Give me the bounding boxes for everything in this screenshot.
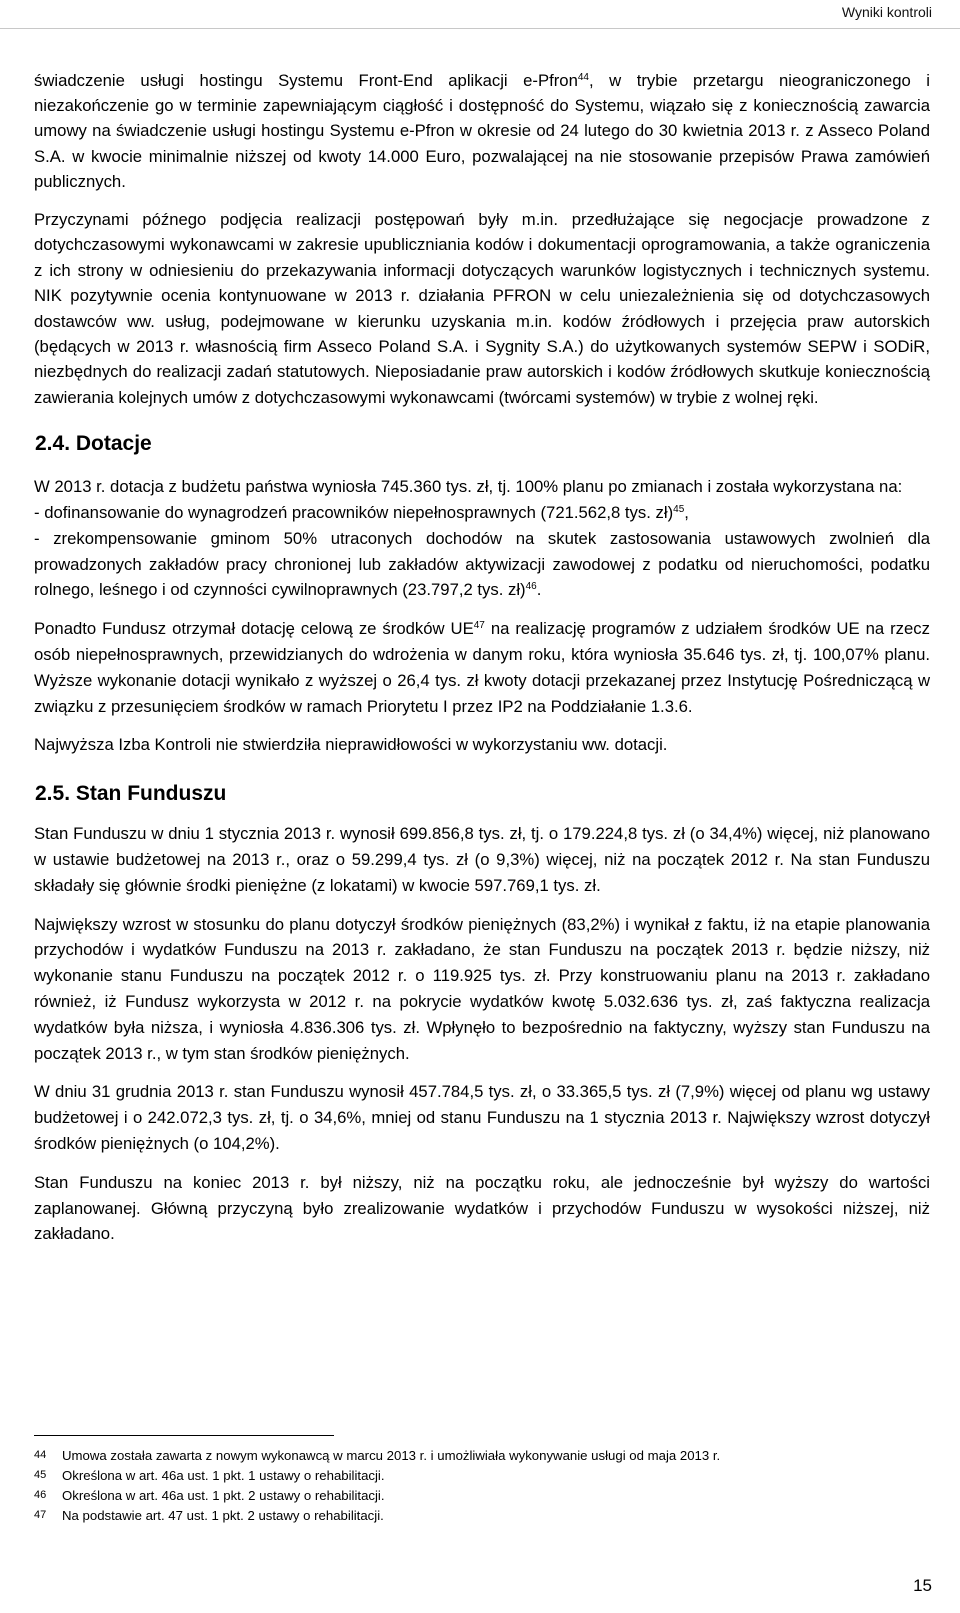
- footnote-ref-45[interactable]: 45: [673, 504, 685, 516]
- footnote-44: 44 Umowa została zawarta z nowym wykonawcą w marcu 2013 r. i umożliwiała wykonywanie usługi od maja 2013 r.: [34, 1448, 721, 1463]
- section-heading-stan-funduszu: 2.5. Stan Funduszu: [35, 782, 227, 806]
- paragraph-hosting: świadczenie usługi hostingu Systemu Front-End aplikacji e-Pfron$^{44}$, w trybie przetargu nieograniczonego i niezakończenie go w terminie zapewniającym ciągłość i dostępność do Systemu, wiązało się z koniecznością zawarcia umowy na świadczenie usługi hostingu Systemu e-Pfron w okresie od 24 lutego do 30 kwietnia 2013 r. z Asseco Poland S.A. w kwocie minimalnie niższej od kwoty 14.000 Euro, pozwalającej na nie stosowanie przepisów Prawa zamówień publicznych.: [34, 71, 930, 191]
- paragraph-najwiekszy-wzrost: Największy wzrost w stosunku do planu dotyczył środków pieniężnych (83,2%) i wynikał z faktu, iż na etapie planowania przychodów i wydatków Funduszu na 2013 r. zakładano, że stan Funduszu na początek 2013 r. będzie niższy, niż wykonanie stanu Funduszu na początek 2012 r. o 119.925 tys. zł. Przy konstruowaniu planu na 2013 r. zakładano również, iż Fundusz wykorzysta w 2012 r. na pokrycie wydatków kwotę 5.032.636 tys. zł, zaś faktyczna realizacja wydatków była niższa, i wyniosła 4.836.306 tys. zł. Wpłynęło to bezpośrednio na faktyczny, wyższy stan Funduszu na początek 2013 r., w tym stan środków pieniężnych.: [34, 914, 930, 1063]
- page-number: 15: [913, 1576, 932, 1595]
- running-header-title: Wyniki kontroli: [841, 4, 932, 20]
- footnote-46: 46 Określona w art. 46a ust. 1 pkt. 2 ustawy o rehabilitacji.: [34, 1488, 385, 1503]
- paragraph-przyczyna: Stan Funduszu na koniec 2013 r. był niższy, niż na początku roku, ale jednocześnie był wyższy do wartości zaplanowanej. Główną przyczyną było zrealizowanie wydatków i przychodów Funduszu w wysokości niższej, niż zakładano.: [34, 1172, 930, 1244]
- list-item-dofinansowanie: - dofinansowanie do wynagrodzeń pracowników niepełnosprawnych (721.562,8 tys. zł)$^{45}$,: [34, 503, 689, 523]
- page-content: [34, 68, 930, 1247]
- paragraph-dotacja-budzetu: W 2013 r. dotacja z budżetu państwa wyniosła 745.360 tys. zł, tj. 100% planu po zmianach i została wykorzystana na:: [34, 477, 903, 497]
- page-header: [0, 0, 960, 29]
- footnote-45: 45 Określona w art. 46a ust. 1 pkt. 1 ustawy o rehabilitacji.: [34, 1468, 385, 1483]
- paragraph-nik-conclusion: Najwyższa Izba Kontroli nie stwierdziła nieprawidłowości w wykorzystaniu ww. dotacji.: [34, 735, 668, 755]
- paragraph-stan-poczatek: Stan Funduszu w dniu 1 stycznia 2013 r. wynosił 699.856,8 tys. zł, tj. o 179.224,8 tys. zł (o 34,4%) więcej, niż planowano w ustawie budżetowej na 2013 r., oraz o 59.299,4 tys. zł (o 9,3%) więcej, niż na początek 2012 r. Na stan Funduszu składały się głównie środki pieniężne (z lokatami) w kwocie 597.769,1 tys. zł.: [34, 824, 930, 895]
- footnote-separator: [34, 1435, 334, 1436]
- footnote-47: 47 Na podstawie art. 47 ust. 1 pkt. 2 ustawy o rehabilitacji.: [34, 1508, 384, 1523]
- paragraph-stan-koniec: W dniu 31 grudnia 2013 r. stan Funduszu wynosił 457.784,5 tys. zł, o 33.365,5 tys. zł (7,9%) więcej od planu wg ustawy budżetowej i o 242.072,3 tys. zł, tj. o 34,6%, mniej od stanu Funduszu na 1 stycznia 2013 r. Największy wzrost dotyczył środków pieniężnych (o 104,2%).: [34, 1082, 930, 1153]
- list-item-rekompensata: - zrekompensowanie gminom 50% utraconych dochodów na skutek zastosowania ustawowych zwolnień dla prowadzonych zakładów pracy chronionej lub zakładów aktywizacji zawodowej z podatku od nieruchomości, podatku rolnego, leśnego i od czynności cywilnoprawnych (23.797,2 tys. zł)$^{46}$.: [34, 528, 930, 600]
- footnote-ref-46[interactable]: 46: [525, 581, 537, 593]
- section-heading-dotacje: 2.4. Dotacje: [35, 432, 152, 456]
- footnote-ref-44[interactable]: 44: [577, 72, 589, 83]
- footnote-ref-47[interactable]: 47: [473, 620, 485, 632]
- paragraph-dotacja-ue: Ponadto Fundusz otrzymał dotację celową ze środków UE$^{47}$ na realizację programów z udziałem środków UE na rzecz osób niepełnosprawnych, przewidzianych do wdrożenia w danym roku, która wyniosła 35.646 tys. zł, tj. 100,07% planu. Wyższe wykonanie dotacji wynikało z wyższej o 26,4 tys. zł kwoty dotacji przekazanej przez Instytucję Pośredniczącą w związku z przesunięciem środków w ramach Priorytetu I przez IP2 na Poddziałanie 1.3.6.: [34, 619, 930, 716]
- paragraph-reasons: Przyczynami późnego podjęcia realizacji postępowań były m.in. przedłużające się negocjacje prowadzone z dotychczasowymi wykonawcami w zakresie upubliczniania kodów i dokumentacji oprogramowania, a także ograniczenia z ich strony w odniesieniu do przekazywania informacji dotyczących warunków logistycznych i technicznych systemu. NIK pozytywnie ocenia kontynuowane w 2013 r. działania PFRON w celu uniezależnienia się od dotychczasowych dostawców ww. usług, podejmowane w kierunku uzyskania m.in. kodów źródłowych i przejęcia praw autorskich (będących w 2013 r. własnością firm Asseco Poland S.A. i Sygnity S.A.) do użytkowanych systemów SEPW i SODiR, niezbędnych do realizacji zadań statutowych. Nieposiadanie praw autorskich i kodów źródłowych skutkuje koniecznością zawierania kolejnych umów z dotychczasowymi wykonawcami (twórcami systemów) w trybie z wolnej ręki.: [34, 210, 930, 407]
